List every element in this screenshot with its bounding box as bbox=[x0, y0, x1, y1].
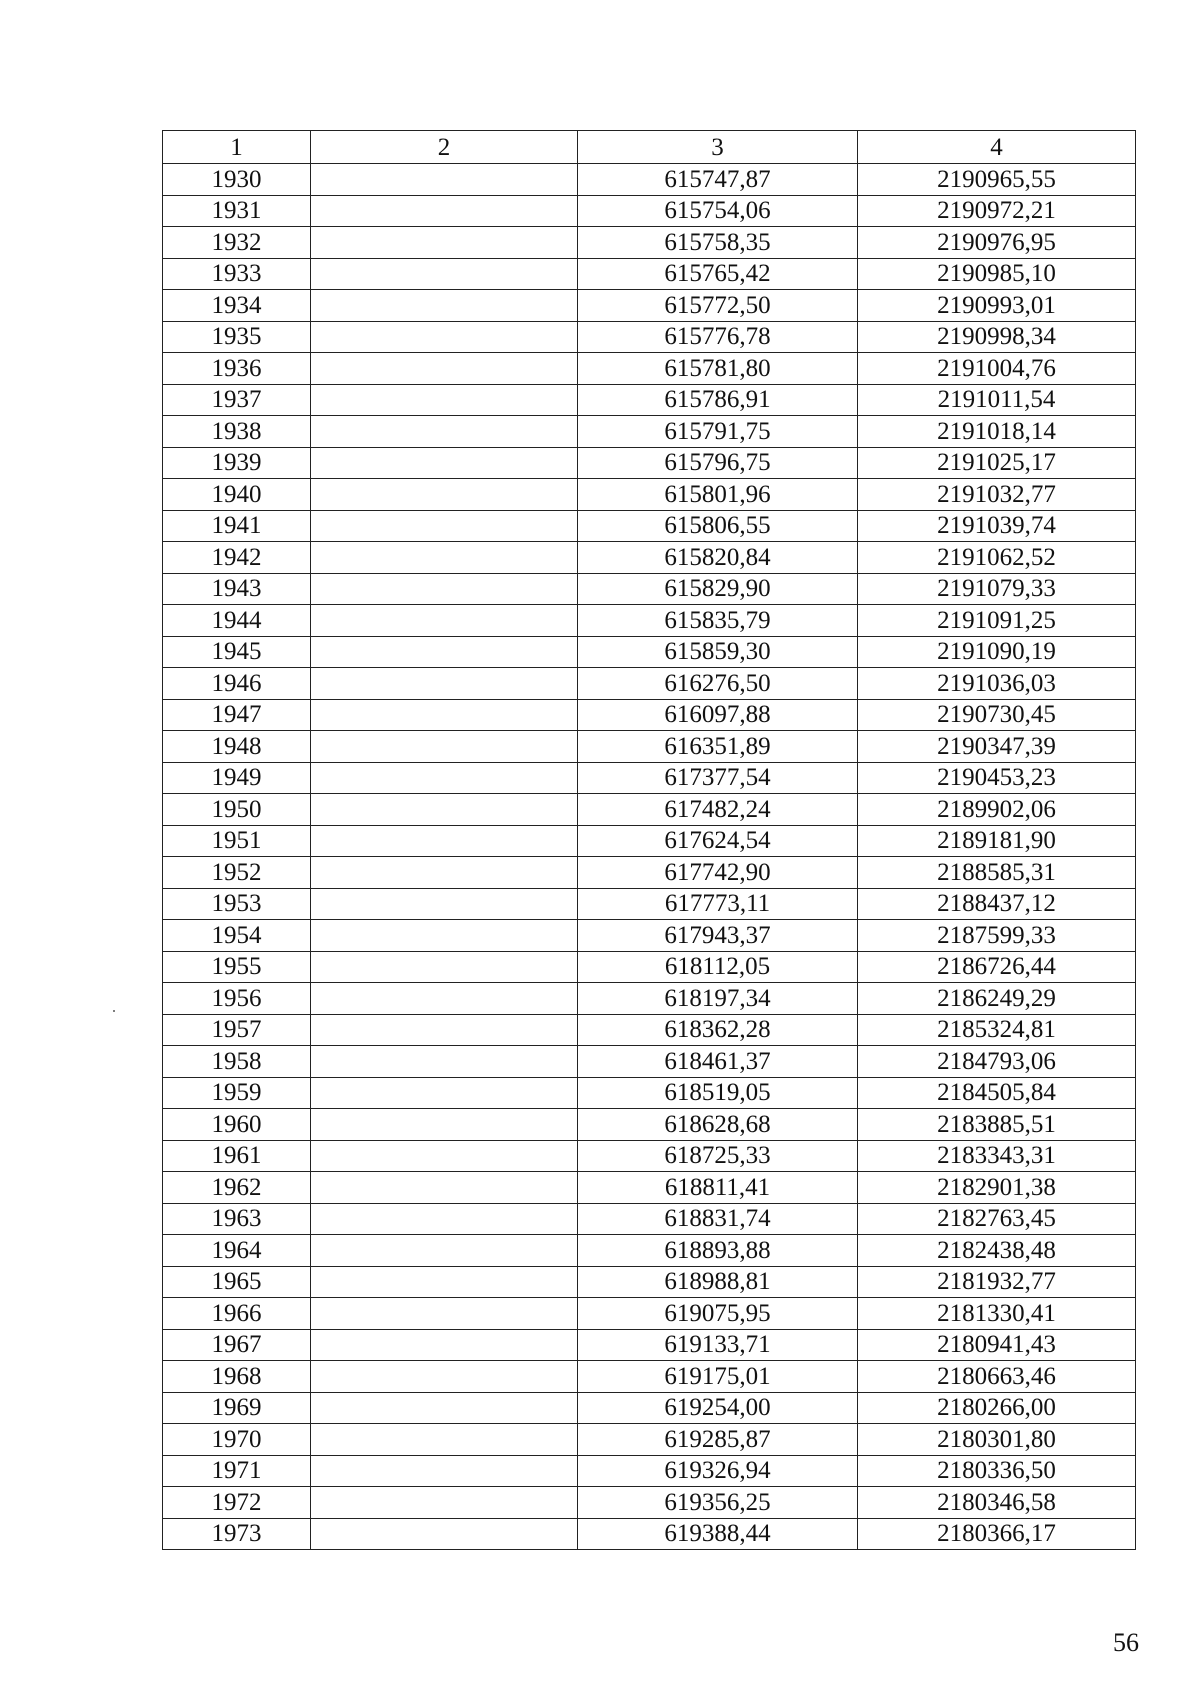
y-coordinate-cell: 2183885,51 bbox=[858, 1109, 1136, 1141]
empty-cell bbox=[311, 825, 578, 857]
table-row bbox=[163, 353, 1136, 385]
x-coordinate-cell: 619326,94 bbox=[578, 1455, 858, 1487]
header-row bbox=[163, 131, 1136, 164]
y-coordinate-cell: 2183343,31 bbox=[858, 1140, 1136, 1172]
year-cell: 1947 bbox=[163, 699, 311, 731]
column-header-4: 4 bbox=[858, 131, 1136, 164]
table-row bbox=[163, 1298, 1136, 1330]
x-coordinate-cell: 618628,68 bbox=[578, 1109, 858, 1141]
x-coordinate-cell: 617742,90 bbox=[578, 857, 858, 889]
empty-cell bbox=[311, 227, 578, 259]
y-coordinate-cell: 2182763,45 bbox=[858, 1203, 1136, 1235]
empty-cell bbox=[311, 1109, 578, 1141]
table-row bbox=[163, 1392, 1136, 1424]
table-row bbox=[163, 1203, 1136, 1235]
x-coordinate-cell: 619285,87 bbox=[578, 1424, 858, 1456]
y-coordinate-cell: 2186249,29 bbox=[858, 983, 1136, 1015]
y-coordinate-cell: 2185324,81 bbox=[858, 1014, 1136, 1046]
x-coordinate-cell: 618461,37 bbox=[578, 1046, 858, 1078]
x-coordinate-cell: 617482,24 bbox=[578, 794, 858, 826]
table-row bbox=[163, 1518, 1136, 1550]
year-cell: 1973 bbox=[163, 1518, 311, 1550]
year-cell: 1940 bbox=[163, 479, 311, 511]
x-coordinate-cell: 615820,84 bbox=[578, 542, 858, 574]
empty-cell bbox=[311, 1424, 578, 1456]
year-cell: 1945 bbox=[163, 636, 311, 668]
y-coordinate-cell: 2180366,17 bbox=[858, 1518, 1136, 1550]
y-coordinate-cell: 2191018,14 bbox=[858, 416, 1136, 448]
y-coordinate-cell: 2188437,12 bbox=[858, 888, 1136, 920]
table-row bbox=[163, 1266, 1136, 1298]
y-coordinate-cell: 2180663,46 bbox=[858, 1361, 1136, 1393]
empty-cell bbox=[311, 605, 578, 637]
empty-cell bbox=[311, 1046, 578, 1078]
year-cell: 1956 bbox=[163, 983, 311, 1015]
y-coordinate-cell: 2189181,90 bbox=[858, 825, 1136, 857]
empty-cell bbox=[311, 1361, 578, 1393]
empty-cell bbox=[311, 1329, 578, 1361]
year-cell: 1950 bbox=[163, 794, 311, 826]
y-coordinate-cell: 2191036,03 bbox=[858, 668, 1136, 700]
year-cell: 1944 bbox=[163, 605, 311, 637]
table-row bbox=[163, 1455, 1136, 1487]
empty-cell bbox=[311, 258, 578, 290]
empty-cell bbox=[311, 542, 578, 574]
y-coordinate-cell: 2180941,43 bbox=[858, 1329, 1136, 1361]
table-row bbox=[163, 195, 1136, 227]
year-cell: 1968 bbox=[163, 1361, 311, 1393]
page-number: 56 bbox=[1113, 1628, 1139, 1657]
y-coordinate-cell: 2190993,01 bbox=[858, 290, 1136, 322]
empty-cell bbox=[311, 857, 578, 889]
year-cell: 1932 bbox=[163, 227, 311, 259]
y-coordinate-cell: 2188585,31 bbox=[858, 857, 1136, 889]
year-cell: 1938 bbox=[163, 416, 311, 448]
empty-cell bbox=[311, 195, 578, 227]
x-coordinate-cell: 618519,05 bbox=[578, 1077, 858, 1109]
year-cell: 1943 bbox=[163, 573, 311, 605]
x-coordinate-cell: 615765,42 bbox=[578, 258, 858, 290]
x-coordinate-cell: 619388,44 bbox=[578, 1518, 858, 1550]
y-coordinate-cell: 2191025,17 bbox=[858, 447, 1136, 479]
year-cell: 1937 bbox=[163, 384, 311, 416]
x-coordinate-cell: 619133,71 bbox=[578, 1329, 858, 1361]
x-coordinate-cell: 618831,74 bbox=[578, 1203, 858, 1235]
table-header bbox=[163, 131, 1136, 164]
empty-cell bbox=[311, 416, 578, 448]
table-row bbox=[163, 762, 1136, 794]
table-row bbox=[163, 1235, 1136, 1267]
year-cell: 1961 bbox=[163, 1140, 311, 1172]
empty-cell bbox=[311, 1266, 578, 1298]
x-coordinate-cell: 618811,41 bbox=[578, 1172, 858, 1204]
table-row bbox=[163, 636, 1136, 668]
year-cell: 1936 bbox=[163, 353, 311, 385]
scan-speck bbox=[113, 1010, 115, 1012]
table-row bbox=[163, 605, 1136, 637]
year-cell: 1962 bbox=[163, 1172, 311, 1204]
year-cell: 1948 bbox=[163, 731, 311, 763]
x-coordinate-cell: 615835,79 bbox=[578, 605, 858, 637]
y-coordinate-cell: 2191011,54 bbox=[858, 384, 1136, 416]
table-row bbox=[163, 1077, 1136, 1109]
empty-cell bbox=[311, 384, 578, 416]
year-cell: 1935 bbox=[163, 321, 311, 353]
x-coordinate-cell: 618362,28 bbox=[578, 1014, 858, 1046]
x-coordinate-cell: 618725,33 bbox=[578, 1140, 858, 1172]
x-coordinate-cell: 616276,50 bbox=[578, 668, 858, 700]
year-cell: 1967 bbox=[163, 1329, 311, 1361]
x-coordinate-cell: 618893,88 bbox=[578, 1235, 858, 1267]
year-cell: 1960 bbox=[163, 1109, 311, 1141]
year-cell: 1966 bbox=[163, 1298, 311, 1330]
year-cell: 1954 bbox=[163, 920, 311, 952]
year-cell: 1931 bbox=[163, 195, 311, 227]
table-row bbox=[163, 510, 1136, 542]
y-coordinate-cell: 2181932,77 bbox=[858, 1266, 1136, 1298]
empty-cell bbox=[311, 573, 578, 605]
empty-cell bbox=[311, 1172, 578, 1204]
table-row bbox=[163, 1172, 1136, 1204]
table-row bbox=[163, 321, 1136, 353]
year-cell: 1955 bbox=[163, 951, 311, 983]
x-coordinate-cell: 617377,54 bbox=[578, 762, 858, 794]
x-coordinate-cell: 618988,81 bbox=[578, 1266, 858, 1298]
x-coordinate-cell: 615791,75 bbox=[578, 416, 858, 448]
year-cell: 1958 bbox=[163, 1046, 311, 1078]
year-cell: 1965 bbox=[163, 1266, 311, 1298]
table-row bbox=[163, 920, 1136, 952]
empty-cell bbox=[311, 1298, 578, 1330]
year-cell: 1942 bbox=[163, 542, 311, 574]
table-row bbox=[163, 888, 1136, 920]
x-coordinate-cell: 618197,34 bbox=[578, 983, 858, 1015]
x-coordinate-cell: 619356,25 bbox=[578, 1487, 858, 1519]
empty-cell bbox=[311, 1235, 578, 1267]
table-row bbox=[163, 857, 1136, 889]
year-cell: 1957 bbox=[163, 1014, 311, 1046]
y-coordinate-cell: 2184505,84 bbox=[858, 1077, 1136, 1109]
empty-cell bbox=[311, 920, 578, 952]
y-coordinate-cell: 2191004,76 bbox=[858, 353, 1136, 385]
table-row bbox=[163, 983, 1136, 1015]
year-cell: 1970 bbox=[163, 1424, 311, 1456]
y-coordinate-cell: 2180266,00 bbox=[858, 1392, 1136, 1424]
year-cell: 1969 bbox=[163, 1392, 311, 1424]
empty-cell bbox=[311, 1487, 578, 1519]
y-coordinate-cell: 2186726,44 bbox=[858, 951, 1136, 983]
y-coordinate-cell: 2189902,06 bbox=[858, 794, 1136, 826]
table-row bbox=[163, 699, 1136, 731]
x-coordinate-cell: 615754,06 bbox=[578, 195, 858, 227]
x-coordinate-cell: 615806,55 bbox=[578, 510, 858, 542]
table-row bbox=[163, 416, 1136, 448]
y-coordinate-cell: 2190730,45 bbox=[858, 699, 1136, 731]
x-coordinate-cell: 615747,87 bbox=[578, 164, 858, 196]
x-coordinate-cell: 615786,91 bbox=[578, 384, 858, 416]
y-coordinate-cell: 2191091,25 bbox=[858, 605, 1136, 637]
x-coordinate-cell: 617773,11 bbox=[578, 888, 858, 920]
table-body bbox=[163, 164, 1136, 1550]
x-coordinate-cell: 618112,05 bbox=[578, 951, 858, 983]
y-coordinate-cell: 2182438,48 bbox=[858, 1235, 1136, 1267]
empty-cell bbox=[311, 1014, 578, 1046]
empty-cell bbox=[311, 794, 578, 826]
empty-cell bbox=[311, 668, 578, 700]
empty-cell bbox=[311, 1077, 578, 1109]
y-coordinate-cell: 2190976,95 bbox=[858, 227, 1136, 259]
year-cell: 1939 bbox=[163, 447, 311, 479]
year-cell: 1972 bbox=[163, 1487, 311, 1519]
table-row bbox=[163, 479, 1136, 511]
year-cell: 1941 bbox=[163, 510, 311, 542]
x-coordinate-cell: 615781,80 bbox=[578, 353, 858, 385]
y-coordinate-cell: 2191079,33 bbox=[858, 573, 1136, 605]
x-coordinate-cell: 619075,95 bbox=[578, 1298, 858, 1330]
table-row bbox=[163, 1046, 1136, 1078]
y-coordinate-cell: 2182901,38 bbox=[858, 1172, 1136, 1204]
y-coordinate-cell: 2191039,74 bbox=[858, 510, 1136, 542]
table-row bbox=[163, 1487, 1136, 1519]
coordinate-table bbox=[162, 130, 1136, 1550]
year-cell: 1930 bbox=[163, 164, 311, 196]
year-cell: 1933 bbox=[163, 258, 311, 290]
table-row bbox=[163, 227, 1136, 259]
x-coordinate-cell: 615776,78 bbox=[578, 321, 858, 353]
x-coordinate-cell: 619254,00 bbox=[578, 1392, 858, 1424]
y-coordinate-cell: 2184793,06 bbox=[858, 1046, 1136, 1078]
x-coordinate-cell: 615859,30 bbox=[578, 636, 858, 668]
column-header-1: 1 bbox=[163, 131, 311, 164]
empty-cell bbox=[311, 699, 578, 731]
empty-cell bbox=[311, 1392, 578, 1424]
x-coordinate-cell: 615796,75 bbox=[578, 447, 858, 479]
year-cell: 1952 bbox=[163, 857, 311, 889]
table-row bbox=[163, 1424, 1136, 1456]
x-coordinate-cell: 617624,54 bbox=[578, 825, 858, 857]
empty-cell bbox=[311, 951, 578, 983]
y-coordinate-cell: 2181330,41 bbox=[858, 1298, 1136, 1330]
y-coordinate-cell: 2190347,39 bbox=[858, 731, 1136, 763]
y-coordinate-cell: 2180301,80 bbox=[858, 1424, 1136, 1456]
empty-cell bbox=[311, 1455, 578, 1487]
x-coordinate-cell: 616097,88 bbox=[578, 699, 858, 731]
y-coordinate-cell: 2187599,33 bbox=[858, 920, 1136, 952]
x-coordinate-cell: 615801,96 bbox=[578, 479, 858, 511]
table-row bbox=[163, 542, 1136, 574]
empty-cell bbox=[311, 290, 578, 322]
x-coordinate-cell: 615829,90 bbox=[578, 573, 858, 605]
empty-cell bbox=[311, 636, 578, 668]
year-cell: 1949 bbox=[163, 762, 311, 794]
table-row bbox=[163, 447, 1136, 479]
table-row bbox=[163, 384, 1136, 416]
x-coordinate-cell: 617943,37 bbox=[578, 920, 858, 952]
empty-cell bbox=[311, 353, 578, 385]
y-coordinate-cell: 2190985,10 bbox=[858, 258, 1136, 290]
y-coordinate-cell: 2190453,23 bbox=[858, 762, 1136, 794]
table-row bbox=[163, 164, 1136, 196]
column-header-3: 3 bbox=[578, 131, 858, 164]
year-cell: 1964 bbox=[163, 1235, 311, 1267]
y-coordinate-cell: 2190972,21 bbox=[858, 195, 1136, 227]
table-row bbox=[163, 1109, 1136, 1141]
x-coordinate-cell: 616351,89 bbox=[578, 731, 858, 763]
year-cell: 1953 bbox=[163, 888, 311, 920]
table-row bbox=[163, 668, 1136, 700]
empty-cell bbox=[311, 164, 578, 196]
year-cell: 1934 bbox=[163, 290, 311, 322]
empty-cell bbox=[311, 321, 578, 353]
table-row bbox=[163, 258, 1136, 290]
table-row bbox=[163, 951, 1136, 983]
year-cell: 1963 bbox=[163, 1203, 311, 1235]
empty-cell bbox=[311, 1518, 578, 1550]
y-coordinate-cell: 2191062,52 bbox=[858, 542, 1136, 574]
empty-cell bbox=[311, 510, 578, 542]
column-header-2: 2 bbox=[311, 131, 578, 164]
table-row bbox=[163, 731, 1136, 763]
empty-cell bbox=[311, 479, 578, 511]
table-row bbox=[163, 1140, 1136, 1172]
y-coordinate-cell: 2191090,19 bbox=[858, 636, 1136, 668]
y-coordinate-cell: 2191032,77 bbox=[858, 479, 1136, 511]
empty-cell bbox=[311, 1203, 578, 1235]
table-row bbox=[163, 573, 1136, 605]
table-row bbox=[163, 1329, 1136, 1361]
year-cell: 1971 bbox=[163, 1455, 311, 1487]
x-coordinate-cell: 615772,50 bbox=[578, 290, 858, 322]
empty-cell bbox=[311, 447, 578, 479]
x-coordinate-cell: 619175,01 bbox=[578, 1361, 858, 1393]
empty-cell bbox=[311, 762, 578, 794]
empty-cell bbox=[311, 983, 578, 1015]
x-coordinate-cell: 615758,35 bbox=[578, 227, 858, 259]
y-coordinate-cell: 2190965,55 bbox=[858, 164, 1136, 196]
y-coordinate-cell: 2190998,34 bbox=[858, 321, 1136, 353]
y-coordinate-cell: 2180346,58 bbox=[858, 1487, 1136, 1519]
table-row bbox=[163, 825, 1136, 857]
table-row bbox=[163, 290, 1136, 322]
year-cell: 1951 bbox=[163, 825, 311, 857]
table-row bbox=[163, 1014, 1136, 1046]
y-coordinate-cell: 2180336,50 bbox=[858, 1455, 1136, 1487]
empty-cell bbox=[311, 731, 578, 763]
empty-cell bbox=[311, 1140, 578, 1172]
empty-cell bbox=[311, 888, 578, 920]
year-cell: 1959 bbox=[163, 1077, 311, 1109]
table-row bbox=[163, 1361, 1136, 1393]
table-row bbox=[163, 794, 1136, 826]
year-cell: 1946 bbox=[163, 668, 311, 700]
